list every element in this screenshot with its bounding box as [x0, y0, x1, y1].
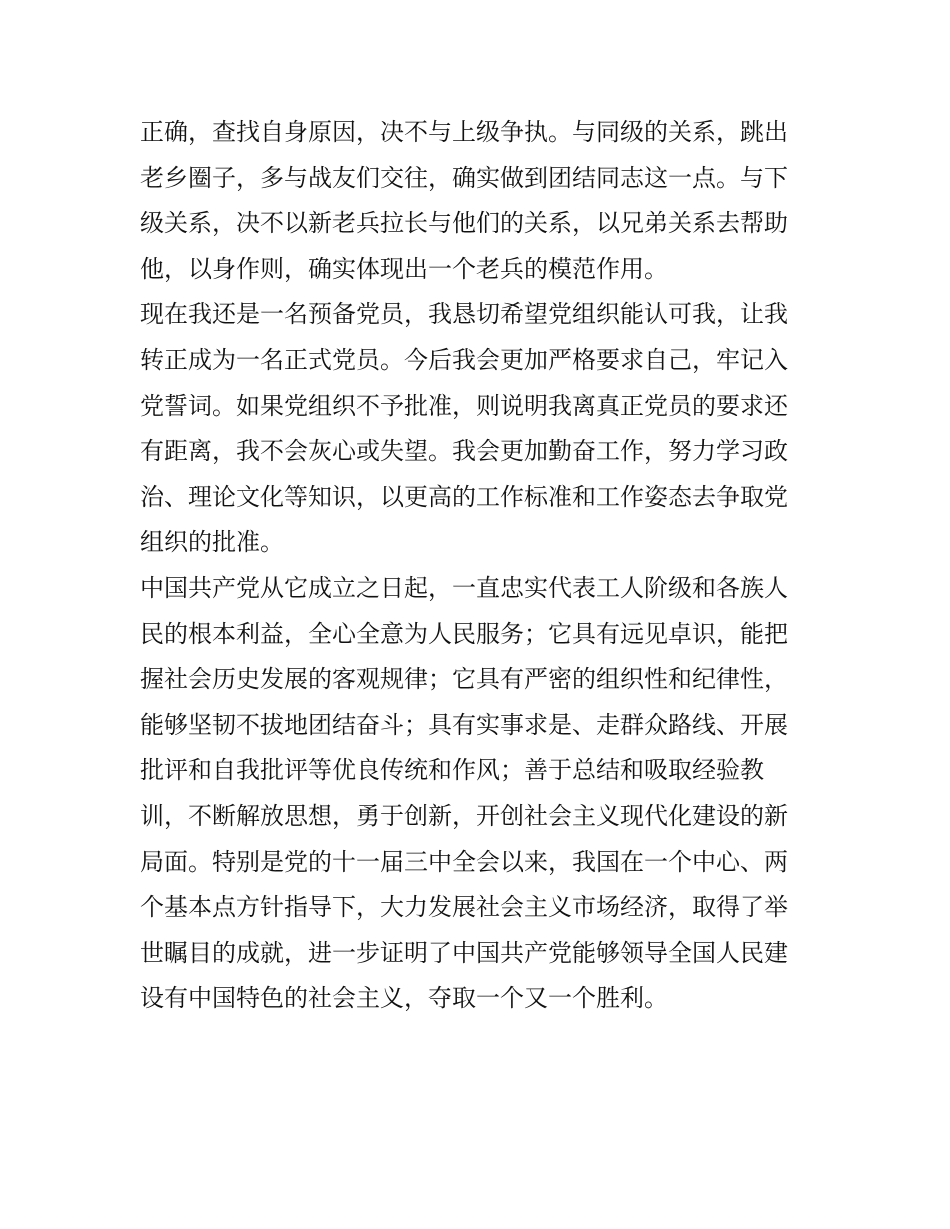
text-line: 能够坚韧不拔地团结奋斗；具有实事求是、走群众路线、开展 — [140, 710, 788, 739]
text-line: 握社会历史发展的客观规律；它具有严密的组织性和纪律性， — [140, 665, 788, 694]
text-line: 设有中国特色的社会主义，夺取一个又一个胜利。 — [140, 984, 668, 1013]
document-body — [140, 110, 820, 1022]
text-line: 他，以身作则，确实体现出一个老兵的模范作用。 — [140, 254, 668, 283]
text-line: 老乡圈子，多与战友们交往，确实做到团结同志这一点。与下 — [140, 163, 788, 192]
text-line: 局面。特别是党的十一届三中全会以来，我国在一个中心、两 — [140, 847, 788, 876]
text-line: 世瞩目的成就，进一步证明了中国共产党能够领导全国人民建 — [140, 938, 788, 967]
text-line: 党誓词。如果党组织不予批准，则说明我离真正党员的要求还 — [140, 391, 788, 420]
text-line: 个基本点方针指导下，大力发展社会主义市场经济，取得了举 — [140, 893, 788, 922]
text-line: 组织的批准。 — [140, 528, 284, 557]
text-line: 现在我还是一名预备党员，我恳切希望党组织能认可我，让我 — [140, 300, 788, 329]
text-line: 正确，查找自身原因，决不与上级争执。与同级的关系，跳出 — [140, 118, 788, 146]
text-line: 训，不断解放思想，勇于创新，开创社会主义现代化建设的新 — [140, 801, 788, 830]
text-line: 级关系，决不以新老兵拉长与他们的关系，以兄弟关系去帮助 — [140, 209, 788, 238]
text-line: 民的根本利益，全心全意为人民服务；它具有远见卓识，能把 — [140, 619, 788, 648]
text-line: 有距离，我不会灰心或失望。我会更加勤奋工作，努力学习政 — [140, 437, 788, 466]
text-line: 治、理论文化等知识，以更高的工作标准和工作姿态去争取党 — [140, 482, 788, 511]
text-line: 中国共产党从它成立之日起，一直忠实代表工人阶级和各族人 — [140, 573, 788, 602]
text-line: 批评和自我批评等优良传统和作风；善于总结和吸取经验教 — [140, 756, 764, 785]
text-line: 转正成为一名正式党员。今后我会更加严格要求自己，牢记入 — [140, 345, 788, 374]
